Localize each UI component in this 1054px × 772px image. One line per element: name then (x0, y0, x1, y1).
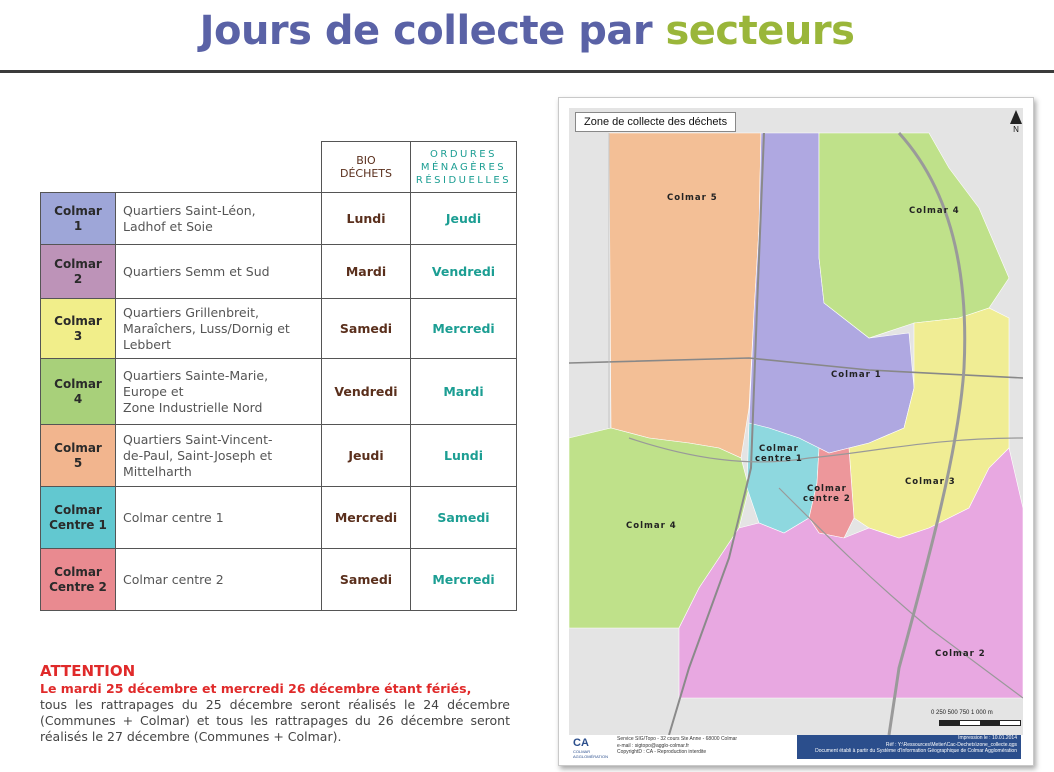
header-bio-line-1: BIO (356, 154, 376, 167)
sector-name-line-2: 3 (73, 328, 83, 343)
header-ordures-menageres (411, 142, 517, 193)
description-line: Quartiers Grillenbreit, (123, 304, 259, 320)
bio-dechets-day: Samedi (322, 549, 411, 611)
sector-cell (41, 299, 116, 359)
description-line: Quartiers Saint-Vincent- (123, 431, 273, 447)
title-part-2: secteurs (665, 8, 855, 54)
table-body (41, 193, 517, 611)
map-caption: Zone de collecte des déchets (575, 112, 736, 132)
footer-line-2: e-mail : sigtopo@agglo-colmar.fr (617, 742, 690, 749)
bio-dechets-day: Lundi (322, 193, 411, 245)
sector-name-line-2: Centre 1 (49, 517, 107, 532)
label-cc1-line-1: Colmar (758, 444, 799, 454)
ordures-menageres-day: Vendredi (411, 245, 517, 299)
footer-reference (797, 735, 1021, 759)
description-line: Mittelharth (123, 463, 192, 479)
title-part-1: Jours de collecte par (199, 8, 653, 54)
label-colmar-centre-1 (755, 444, 803, 464)
bio-dechets-day: Mardi (322, 245, 411, 299)
sector-description (116, 193, 322, 245)
table-row (41, 245, 517, 299)
sector-name-line-1: Colmar (54, 313, 102, 328)
north-arrow-icon (1007, 110, 1025, 134)
map-canvas (569, 108, 1023, 735)
header-om-line-2: MÉNAGÈRES (420, 161, 507, 173)
collection-schedule-table (40, 141, 517, 611)
sector-cell (41, 549, 116, 611)
table-row (41, 359, 517, 425)
description-line: Lebbert (123, 336, 172, 352)
label-colmar-1: Colmar 1 (831, 370, 882, 380)
description-line: Colmar centre 2 (123, 571, 224, 587)
label-cc2-line-1: Colmar (806, 484, 847, 494)
sector-name-line-1: Colmar (54, 440, 102, 455)
label-colmar-centre-2 (803, 484, 851, 504)
north-label: N (1013, 125, 1019, 134)
ordures-menageres-day: Mercredi (411, 549, 517, 611)
zone-colmar-5 (609, 133, 761, 458)
label-cc2-line-2: centre 2 (803, 494, 851, 504)
sector-cell (41, 487, 116, 549)
table-row (41, 549, 517, 611)
table-row (41, 299, 517, 359)
sector-description (116, 245, 322, 299)
label-colmar-3: Colmar 3 (905, 477, 956, 487)
attention-body: tous les rattrapages du 25 décembre seront réalisés le 24 décembre (Communes + Colmar) et tous les rattrapages du 26 décembre seront réalisés le 27 décembre (Communes + Colmar). (40, 697, 510, 744)
scale-bar-graphic (939, 720, 1021, 726)
sector-name-line-2: 2 (73, 271, 83, 286)
sector-description (116, 487, 322, 549)
table-row (41, 193, 517, 245)
sector-cell (41, 245, 116, 299)
description-line: Colmar centre 1 (123, 509, 224, 525)
sector-name-line-1: Colmar (54, 203, 102, 218)
sector-name-line-1: Colmar (54, 256, 102, 271)
footer-ref-1: Réf : Y:\Ressources\Metier\Cac-Dechets\zone_collecte.qgs (885, 741, 1017, 748)
sector-name-line-2: Centre 2 (49, 579, 107, 594)
ordures-menageres-day: Lundi (411, 425, 517, 487)
attention-title: ATTENTION (40, 662, 136, 680)
label-cc1-line-2: centre 1 (755, 454, 803, 464)
sector-name-line-2: 1 (73, 218, 83, 233)
colmar-agglomeration-logo (573, 737, 613, 757)
sector-cell (41, 193, 116, 245)
ordures-menageres-day: Samedi (411, 487, 517, 549)
table-row (41, 487, 517, 549)
sector-description (116, 425, 322, 487)
sector-description (116, 299, 322, 359)
scale-bar (931, 710, 1027, 730)
sector-cell (41, 359, 116, 425)
description-line: Quartiers Semm et Sud (123, 263, 270, 279)
attention-holidays: Le mardi 25 décembre et mercredi 26 décembre étant fériés, (40, 681, 472, 696)
bio-dechets-day: Vendredi (322, 359, 411, 425)
label-colmar-2: Colmar 2 (935, 649, 986, 659)
description-line: Maraîchers, Luss/Dornig et (123, 320, 290, 336)
header-om-line-1: ORDURES (430, 148, 497, 160)
title-underline (0, 70, 1054, 73)
header-bio-line-2: DÉCHETS (339, 167, 393, 180)
label-colmar-4-ne: Colmar 4 (909, 206, 960, 216)
sector-name-line-1: Colmar (54, 376, 102, 391)
map-footer (569, 735, 1021, 759)
description-line: Europe et (123, 383, 184, 399)
bio-dechets-day: Jeudi (322, 425, 411, 487)
header-om-line-3: RÉSIDUELLES (415, 174, 512, 186)
sector-name-line-2: 4 (73, 391, 83, 406)
logo-text: CA (573, 737, 589, 749)
footer-line-3: CopyrightD : CA - Reproduction interdite (617, 749, 707, 755)
page-title (0, 8, 1054, 54)
sector-cell (41, 425, 116, 487)
table-header-row (41, 142, 517, 193)
table-row (41, 425, 517, 487)
header-bio-dechets (322, 142, 411, 193)
bio-dechets-day: Samedi (322, 299, 411, 359)
scale-ticks: 0 250 500 750 1 000 m (931, 710, 993, 716)
label-colmar-4-w: Colmar 4 (626, 521, 677, 531)
description-line: Quartiers Sainte-Marie, (123, 367, 269, 383)
footer-line-1: Service SIG/Topo - 32 cours Ste Anne - 68000 Colmar (617, 736, 738, 742)
attention-notice (40, 662, 510, 745)
footer-contact (617, 736, 737, 756)
description-line: de-Paul, Saint-Joseph et (123, 447, 273, 463)
blank-corner (116, 142, 322, 193)
footer-ref-2: Document établi à partir du Système d'Information Géographique de Colmar Agglomération (815, 748, 1017, 754)
sector-description (116, 549, 322, 611)
ordures-menageres-day: Mercredi (411, 299, 517, 359)
ordures-menageres-day: Mardi (411, 359, 517, 425)
sector-name-line-2: 5 (73, 455, 83, 470)
description-line: Zone Industrielle Nord (123, 399, 263, 415)
sector-name-line-1: Colmar (54, 502, 102, 517)
label-colmar-5: Colmar 5 (667, 193, 718, 203)
sector-name-line-1: Colmar (54, 564, 102, 579)
bio-dechets-day: Mercredi (322, 487, 411, 549)
description-line: Ladhof et Soie (123, 218, 213, 234)
print-date: Impression le : 10.01.2014 (958, 735, 1017, 741)
sector-description (116, 359, 322, 425)
collection-zone-map (558, 97, 1034, 766)
blank-corner (41, 142, 116, 193)
logo-subtext: COLMAR AGGLOMÉRATION (573, 749, 609, 759)
ordures-menageres-day: Jeudi (411, 193, 517, 245)
description-line: Quartiers Saint-Léon, (123, 202, 256, 218)
